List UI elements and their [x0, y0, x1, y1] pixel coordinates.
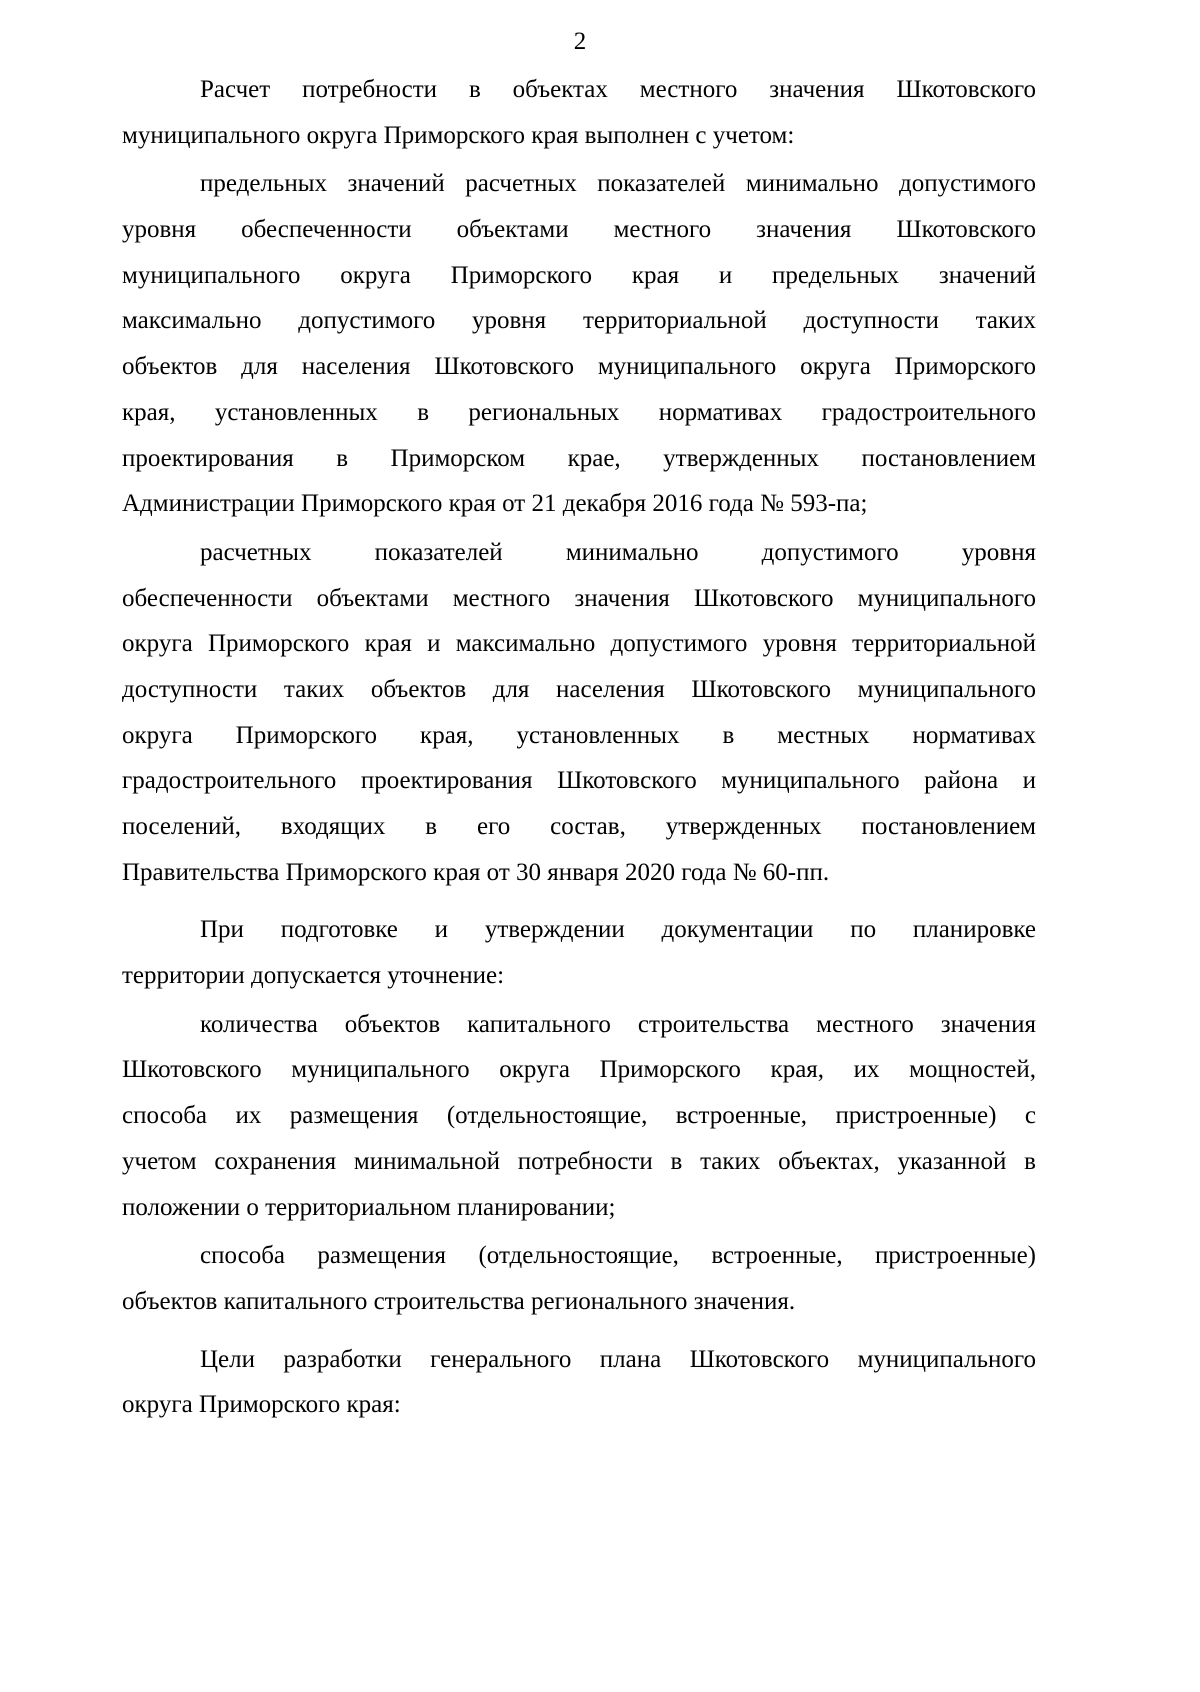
text-line: градостроительного проектирования Шкотовского муниципального района и: [122, 767, 1036, 795]
paragraph: [122, 1233, 1036, 1324]
text-line: муниципального округа Приморского края выполнен с учетом:: [122, 121, 795, 149]
document-body: [122, 67, 1036, 1428]
text-line: Правительства Приморского края от 30 января 2020 года № 60-пп.: [122, 858, 830, 886]
paragraph: [122, 161, 1036, 527]
text-line: учетом сохранения минимальной потребности в таких объектах, указанной в: [122, 1147, 1036, 1175]
text-line: объектов для населения Шкотовского муниципального округа Приморского: [122, 353, 1036, 381]
text-line: объектов капитального строительства регионального значения.: [122, 1287, 796, 1315]
text-line: максимально допустимого уровня территориальной доступности таких: [122, 307, 1036, 335]
text-line: поселений, входящих в его состав, утвержденных постановлением: [122, 813, 1036, 840]
paragraph: [122, 1002, 1036, 1230]
text-line: способа их размещения (отдельностоящие, встроенные, пристроенные) с: [122, 1102, 1036, 1130]
page-number: 2: [573, 28, 587, 55]
paragraph: [122, 530, 1036, 896]
text-line: уровня обеспеченности объектами местного значения Шкотовского: [122, 216, 1036, 244]
text-line: округа Приморского края:: [122, 1391, 401, 1419]
text-line: муниципального округа Приморского края и предельных значений: [122, 261, 1036, 289]
text-line: Шкотовского муниципального округа Приморского края, их мощностей,: [122, 1056, 1036, 1084]
paragraph: [122, 907, 1036, 998]
text-line: доступности таких объектов для населения Шкотовского муниципального: [122, 675, 1036, 703]
text-line: Администрации Приморского края от 21 декабря 2016 года № 593-па;: [122, 490, 868, 518]
text-line: территории допускается уточнение:: [122, 962, 505, 990]
text-line: округа Приморского края, установленных в местных нормативах: [122, 721, 1036, 749]
text-line: округа Приморского края и максимально допустимого уровня территориальной: [122, 630, 1036, 658]
text-line: положении о территориальном планировании;: [122, 1193, 616, 1221]
text-line: Расчет потребности в объектах местного значения Шкотовского: [200, 76, 1036, 103]
text-line: обеспеченности объектами местного значения Шкотовского муниципального: [122, 584, 1036, 612]
text-line: количества объектов капитального строительства местного значения: [200, 1010, 1036, 1038]
text-line: расчетных показателей минимально допустимого уровня: [200, 538, 1036, 566]
text-line: проектирования в Приморском крае, утвержденных постановлением: [122, 444, 1036, 472]
text-line: способа размещения (отдельностоящие, встроенные, пристроенные): [200, 1242, 1036, 1270]
paragraph: [122, 1337, 1036, 1428]
text-line: края, установленных в региональных нормативах градостроительного: [122, 398, 1036, 426]
text-line: При подготовке и утверждении документации по планировке: [200, 916, 1036, 944]
text-line: предельных значений расчетных показателей минимально допустимого: [200, 170, 1036, 198]
text-line: Цели разработки генерального плана Шкотовского муниципального: [200, 1345, 1036, 1373]
paragraph: [122, 67, 1036, 158]
